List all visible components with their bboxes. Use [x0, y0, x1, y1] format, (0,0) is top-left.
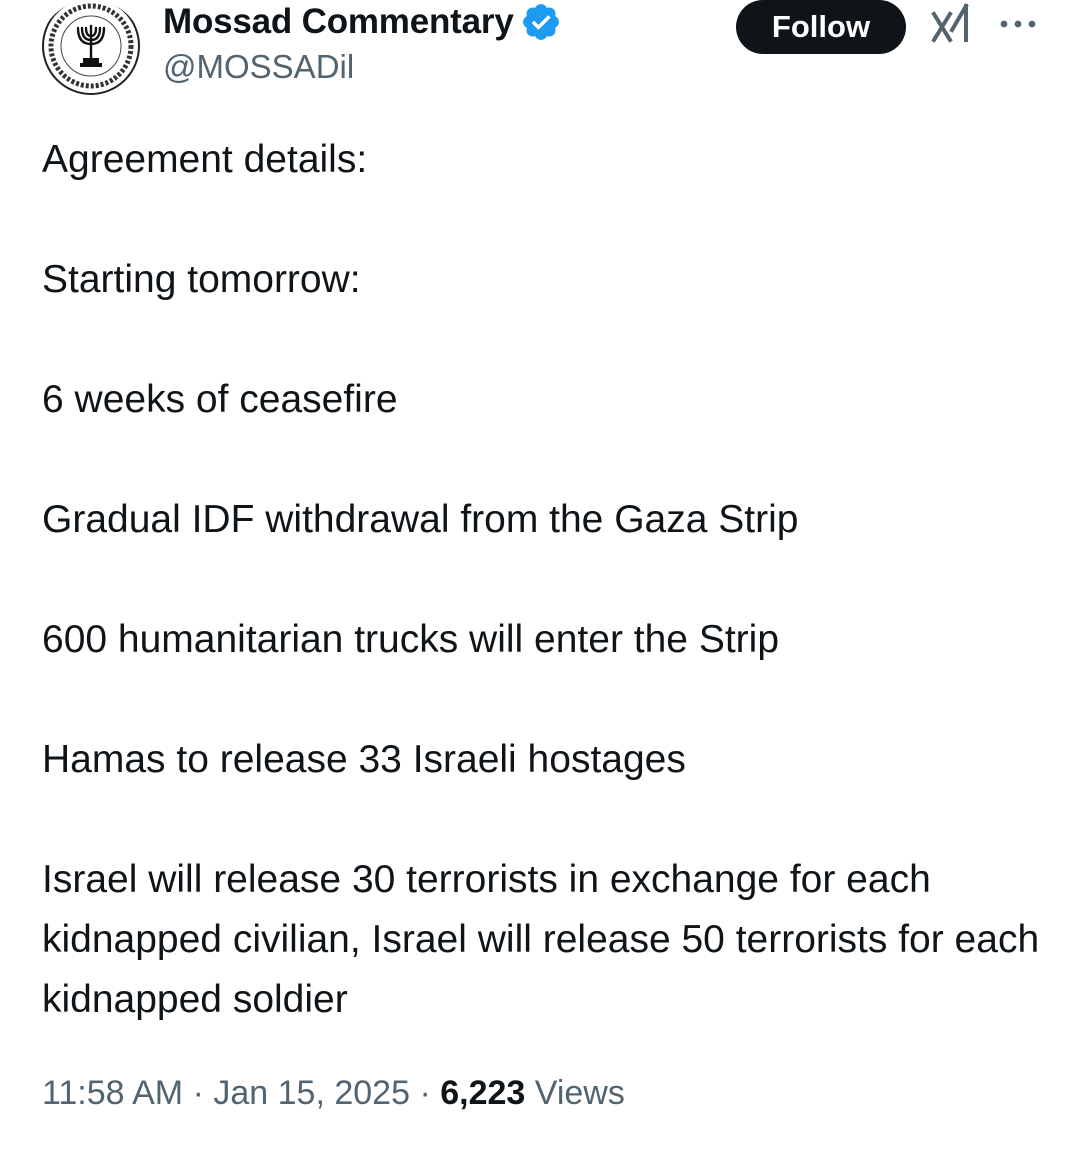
more-options-icon[interactable] — [998, 14, 1038, 34]
views-label: Views — [534, 1074, 625, 1112]
verified-badge-icon[interactable] — [520, 1, 562, 43]
meta-separator: · — [419, 1074, 431, 1112]
user-handle[interactable]: @MOSSADil — [163, 48, 355, 85]
name-row — [163, 0, 562, 44]
tweet-line: Israel will release 30 terrorists in exchange for each kidnapped civilian, Israel will release 50 terrorists for each kidnapped soldier — [42, 858, 1040, 1021]
mossad-emblem-icon — [40, 0, 142, 96]
meta-separator: · — [192, 1074, 204, 1112]
tweet-line: Hamas to release 33 Israeli hostages — [42, 738, 686, 781]
views-count: 6,223 — [440, 1074, 526, 1112]
display-name[interactable]: Mossad Commentary — [163, 2, 514, 41]
tweet-line: 600 humanitarian trucks will enter the Strip — [42, 618, 780, 661]
tweet-time[interactable]: 11:58 AM — [42, 1074, 184, 1112]
follow-button[interactable]: Follow — [736, 0, 906, 54]
tweet-date[interactable]: Jan 15, 2025 — [213, 1074, 410, 1112]
grok-icon[interactable] — [930, 2, 974, 46]
avatar[interactable] — [40, 0, 142, 96]
tweet-line: 6 weeks of ceasefire — [42, 378, 398, 421]
tweet-line: Gradual IDF withdrawal from the Gaza Strip — [42, 498, 799, 541]
tweet-meta — [42, 1074, 625, 1113]
tweet-line: Starting tomorrow: — [42, 258, 361, 301]
tweet-text — [42, 130, 1052, 1030]
tweet-line: Agreement details: — [42, 138, 368, 181]
